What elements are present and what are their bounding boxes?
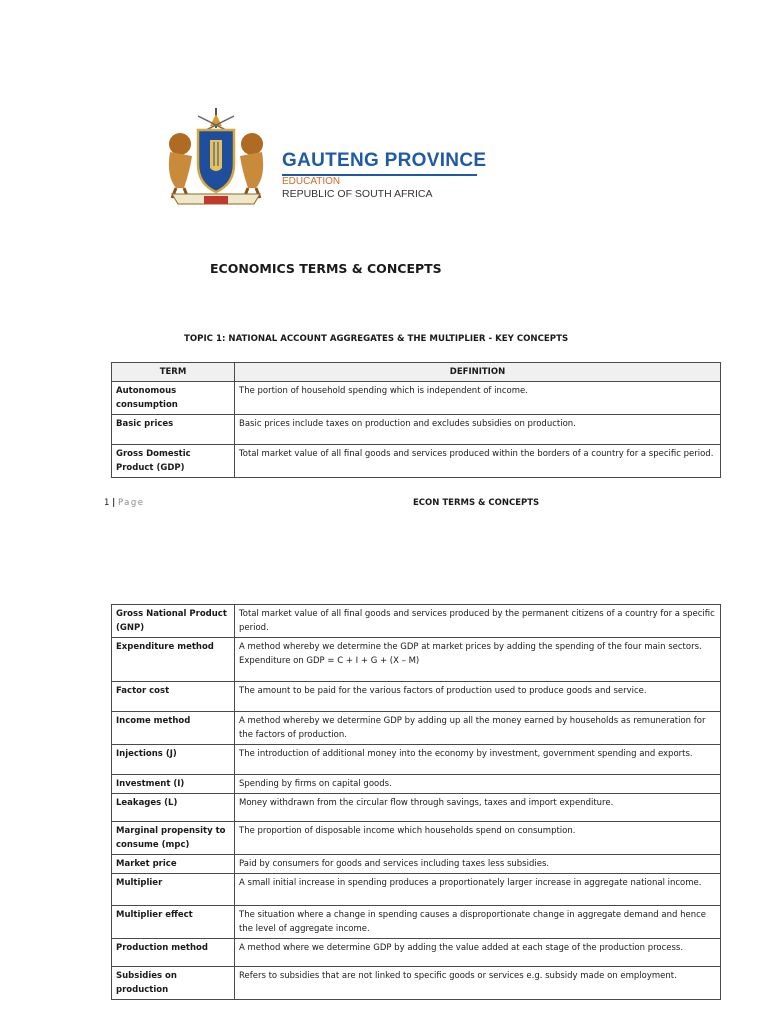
definition-cell: Refers to subsidies that are not linked to specific goods or services e.g. subsidy made on employment. [235, 967, 721, 1000]
term-cell: Multiplier [112, 874, 235, 906]
department-name: EDUCATION [282, 176, 341, 187]
definition-cell: Paid by consumers for goods and services including taxes less subsidies. [235, 855, 721, 874]
table-row [112, 822, 721, 855]
table-row [112, 939, 721, 967]
definition-cell: The amount to be paid for the various factors of production used to produce goods and service. [235, 682, 721, 712]
table-row [112, 745, 721, 775]
term-cell: Income method [112, 712, 235, 745]
page-number-footer [104, 498, 145, 508]
term-cell: Marginal propensity to consume (mpc) [112, 822, 235, 855]
table-row [112, 775, 721, 794]
table-header-row [112, 363, 721, 382]
term-cell: Autonomous consumption [112, 382, 235, 415]
table-row [112, 638, 721, 682]
table-row [112, 794, 721, 822]
column-header-definition: DEFINITION [235, 363, 721, 382]
term-cell: Factor cost [112, 682, 235, 712]
table-row [112, 874, 721, 906]
definition-cell: A small initial increase in spending produces a proportionately larger increase in aggregate national income. [235, 874, 721, 906]
term-cell: Investment (I) [112, 775, 235, 794]
definition-cell: The introduction of additional money into the economy by investment, government spending and exports. [235, 745, 721, 775]
term-cell: Expenditure method [112, 638, 235, 682]
definition-cell: A method where we determine GDP by adding the value added at each stage of the production process. [235, 939, 721, 967]
country-name: REPUBLIC OF SOUTH AFRICA [282, 188, 433, 200]
topic-heading: TOPIC 1: NATIONAL ACCOUNT AGGREGATES & THE MULTIPLIER - KEY CONCEPTS [184, 334, 569, 344]
term-cell: Gross Domestic Product (GDP) [112, 445, 235, 478]
table-row [112, 682, 721, 712]
definition-cell: The situation where a change in spending causes a disproportionate change in aggregate demand and hence the level of aggregate income. [235, 906, 721, 939]
running-title: ECON TERMS & CONCEPTS [413, 498, 540, 508]
term-cell: Multiplier effect [112, 906, 235, 939]
term-cell: Market price [112, 855, 235, 874]
definition-cell: Basic prices include taxes on production and excludes subsidies on production. [235, 415, 721, 445]
term-cell: Leakages (L) [112, 794, 235, 822]
term-cell: Production method [112, 939, 235, 967]
definition-cell: A method whereby we determine the GDP at market prices by adding the spending of the four main sectors. Expenditure on GDP = C + I + G + (X – M) [235, 638, 721, 682]
page-separator: | [112, 498, 116, 508]
definition-cell: The proportion of disposable income which households spend on consumption. [235, 822, 721, 855]
column-header-term: TERM [112, 363, 235, 382]
document-title: ECONOMICS TERMS & CONCEPTS [210, 261, 442, 276]
term-cell: Gross National Product (GNP) [112, 605, 235, 638]
term-cell: Subsidies on production [112, 967, 235, 1000]
definition-cell: Total market value of all final goods and services produced within the borders of a country for a specific period. [235, 445, 721, 478]
table-row [112, 605, 721, 638]
terms-table-page-2 [111, 604, 721, 1000]
table-row [112, 415, 721, 445]
definition-cell: The portion of household spending which is independent of income. [235, 382, 721, 415]
definition-cell: Total market value of all final goods and services produced by the permanent citizens of a country for a specific period. [235, 605, 721, 638]
term-cell: Basic prices [112, 415, 235, 445]
definition-cell: A method whereby we determine GDP by adding up all the money earned by households as remuneration for the factors of production. [235, 712, 721, 745]
table-row [112, 445, 721, 478]
page-label: Page [117, 498, 145, 508]
province-name: GAUTENG PROVINCE [282, 150, 487, 171]
department-logo [120, 84, 510, 240]
definition-cell: Spending by firms on capital goods. [235, 775, 721, 794]
terms-table-page-1 [111, 362, 721, 478]
definition-cell: Money withdrawn from the circular flow through savings, taxes and import expenditure. [235, 794, 721, 822]
page-number: 1 [104, 498, 110, 508]
coat-of-arms-icon [154, 106, 278, 208]
term-cell: Injections (J) [112, 745, 235, 775]
table-row [112, 906, 721, 939]
table-row [112, 382, 721, 415]
table-row [112, 712, 721, 745]
table-row [112, 855, 721, 874]
table-row [112, 967, 721, 1000]
